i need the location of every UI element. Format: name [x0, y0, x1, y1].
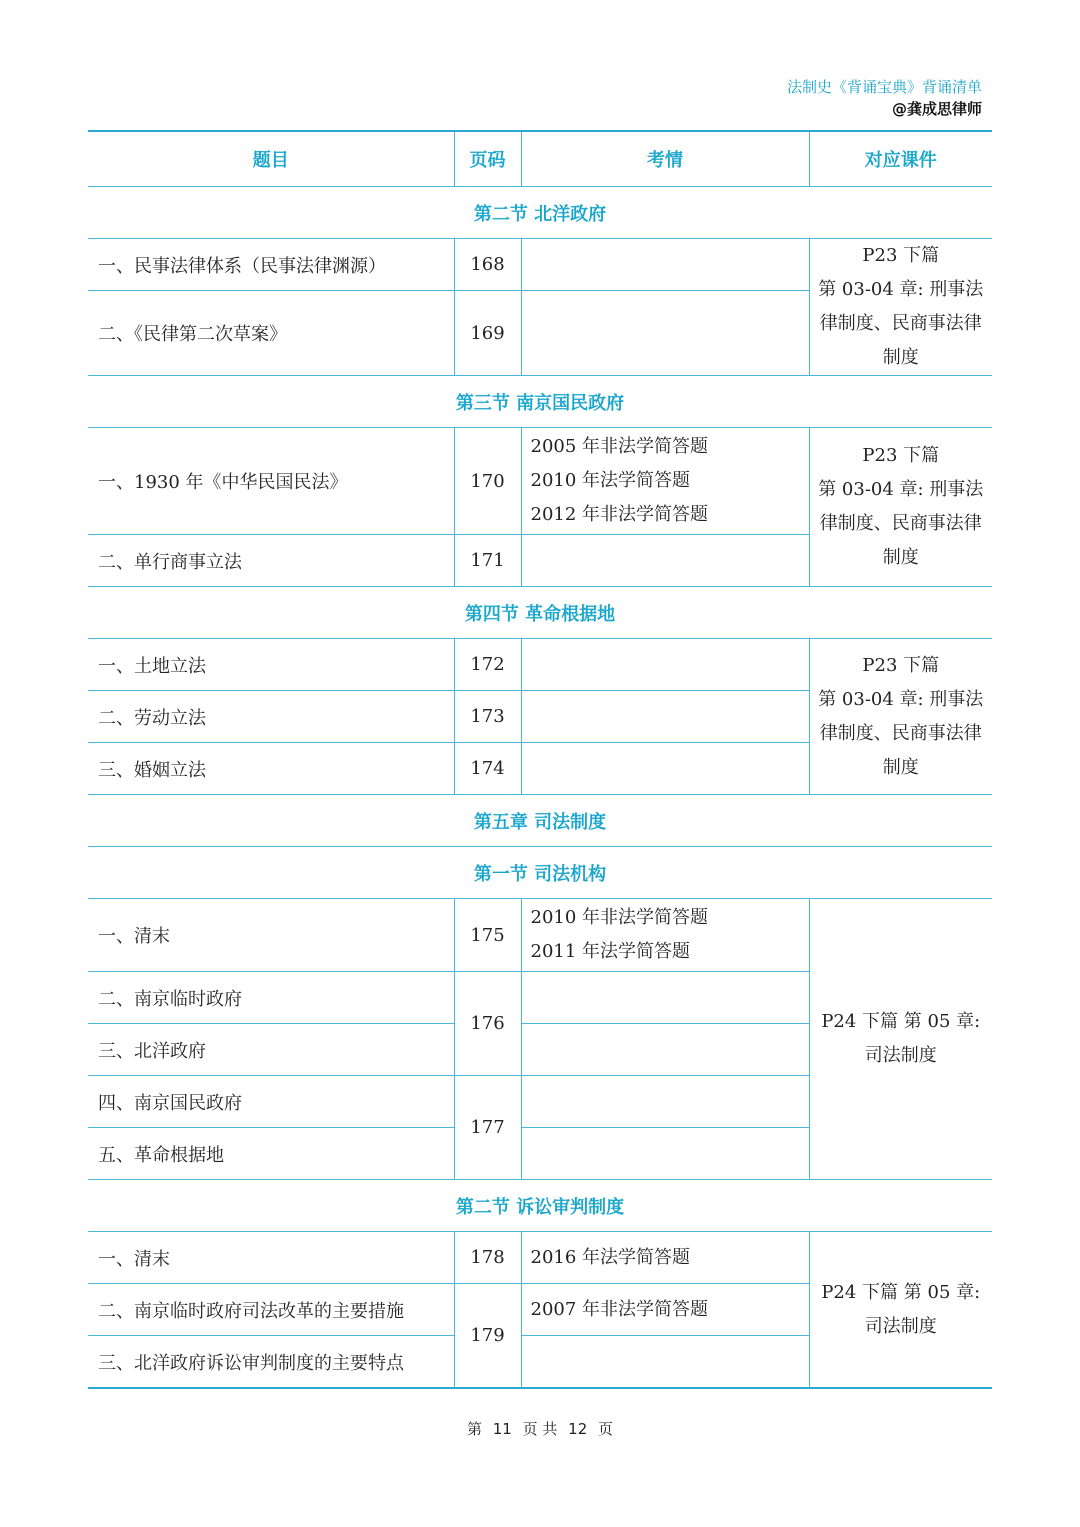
- topic-cell: 一、清末: [88, 899, 454, 972]
- column-header-topic: 题目: [88, 131, 454, 187]
- topic-cell: 二、《民律第二次草案》: [88, 291, 454, 376]
- page-cell: 174: [454, 743, 521, 795]
- courseware-cell: P23 下篇 第 03-04 章: 刑事法 律制度、民商事法律 制度: [809, 239, 992, 376]
- exam-cell: [521, 1076, 809, 1128]
- table-row: [88, 428, 992, 535]
- section-title: 第四节 革命根据地: [88, 587, 992, 639]
- topic-cell: 二、南京临时政府司法改革的主要措施: [88, 1284, 454, 1336]
- table-header-row: [88, 131, 992, 187]
- courseware-cell: P24 下篇 第 05 章: 司法制度: [809, 899, 992, 1180]
- total-page-count: 12: [568, 1420, 588, 1438]
- exam-cell: 2010 年非法学简答题 2011 年法学简答题: [521, 899, 809, 972]
- column-header-exam: 考情: [521, 131, 809, 187]
- section-title: 第二节 北洋政府: [88, 187, 992, 239]
- page-cell: 168: [454, 239, 521, 291]
- topic-cell: 三、北洋政府诉讼审判制度的主要特点: [88, 1336, 454, 1389]
- page-cell: 175: [454, 899, 521, 972]
- page-cell: 177: [454, 1076, 521, 1180]
- exam-cell: [521, 1128, 809, 1180]
- current-page-number: 11: [492, 1420, 512, 1438]
- courseware-cell: P23 下篇 第 03-04 章: 刑事法 律制度、民商事法律 制度: [809, 428, 992, 587]
- topic-cell: 四、南京国民政府: [88, 1076, 454, 1128]
- column-header-courseware: 对应课件: [809, 131, 992, 187]
- topic-cell: 一、土地立法: [88, 639, 454, 691]
- document-title: 法制史《背诵宝典》背诵清单: [786, 78, 982, 96]
- exam-cell: [521, 1336, 809, 1389]
- topic-cell: 一、民事法律体系（民事法律渊源）: [88, 239, 454, 291]
- table-row: [88, 899, 992, 972]
- topic-cell: 二、劳动立法: [88, 691, 454, 743]
- exam-cell: [521, 535, 809, 587]
- courseware-cell: P23 下篇 第 03-04 章: 刑事法 律制度、民商事法律 制度: [809, 639, 992, 795]
- page-cell: 171: [454, 535, 521, 587]
- page-cell: 178: [454, 1232, 521, 1284]
- exam-cell: [521, 691, 809, 743]
- table-row: [88, 639, 992, 691]
- recitation-table: [88, 130, 992, 1389]
- chapter-title: 第五章 司法制度: [88, 795, 992, 847]
- exam-cell: [521, 239, 809, 291]
- column-header-page: 页码: [454, 131, 521, 187]
- exam-cell: 2016 年法学简答题: [521, 1232, 809, 1284]
- page-cell: 169: [454, 291, 521, 376]
- section-title: 第一节 司法机构: [88, 847, 992, 899]
- exam-cell: 2007 年非法学简答题: [521, 1284, 809, 1336]
- topic-cell: 一、清末: [88, 1232, 454, 1284]
- topic-cell: 三、婚姻立法: [88, 743, 454, 795]
- topic-cell: 一、1930 年《中华民国民法》: [88, 428, 454, 535]
- page-footer: 第 11 页 共 12 页: [466, 1420, 614, 1438]
- topic-cell: 五、革命根据地: [88, 1128, 454, 1180]
- page-cell: 172: [454, 639, 521, 691]
- page-cell: 170: [454, 428, 521, 535]
- page-cell: 176: [454, 972, 521, 1076]
- exam-cell: [521, 1024, 809, 1076]
- page-cell: 179: [454, 1284, 521, 1389]
- table-row: [88, 239, 992, 291]
- topic-cell: 二、单行商事立法: [88, 535, 454, 587]
- page-header: [787, 76, 982, 120]
- topic-cell: 二、南京临时政府: [88, 972, 454, 1024]
- exam-cell: [521, 291, 809, 376]
- exam-cell: [521, 639, 809, 691]
- topic-cell: 三、北洋政府: [88, 1024, 454, 1076]
- exam-cell: 2005 年非法学简答题 2010 年法学简答题 2012 年非法学简答题: [521, 428, 809, 535]
- courseware-cell: P24 下篇 第 05 章: 司法制度: [809, 1232, 992, 1389]
- section-title: 第三节 南京国民政府: [88, 376, 992, 428]
- exam-cell: [521, 743, 809, 795]
- exam-cell: [521, 972, 809, 1024]
- page-cell: 173: [454, 691, 521, 743]
- section-title: 第二节 诉讼审判制度: [88, 1180, 992, 1232]
- author-handle: @龚成思律师: [891, 100, 982, 118]
- table-row: [88, 1232, 992, 1284]
